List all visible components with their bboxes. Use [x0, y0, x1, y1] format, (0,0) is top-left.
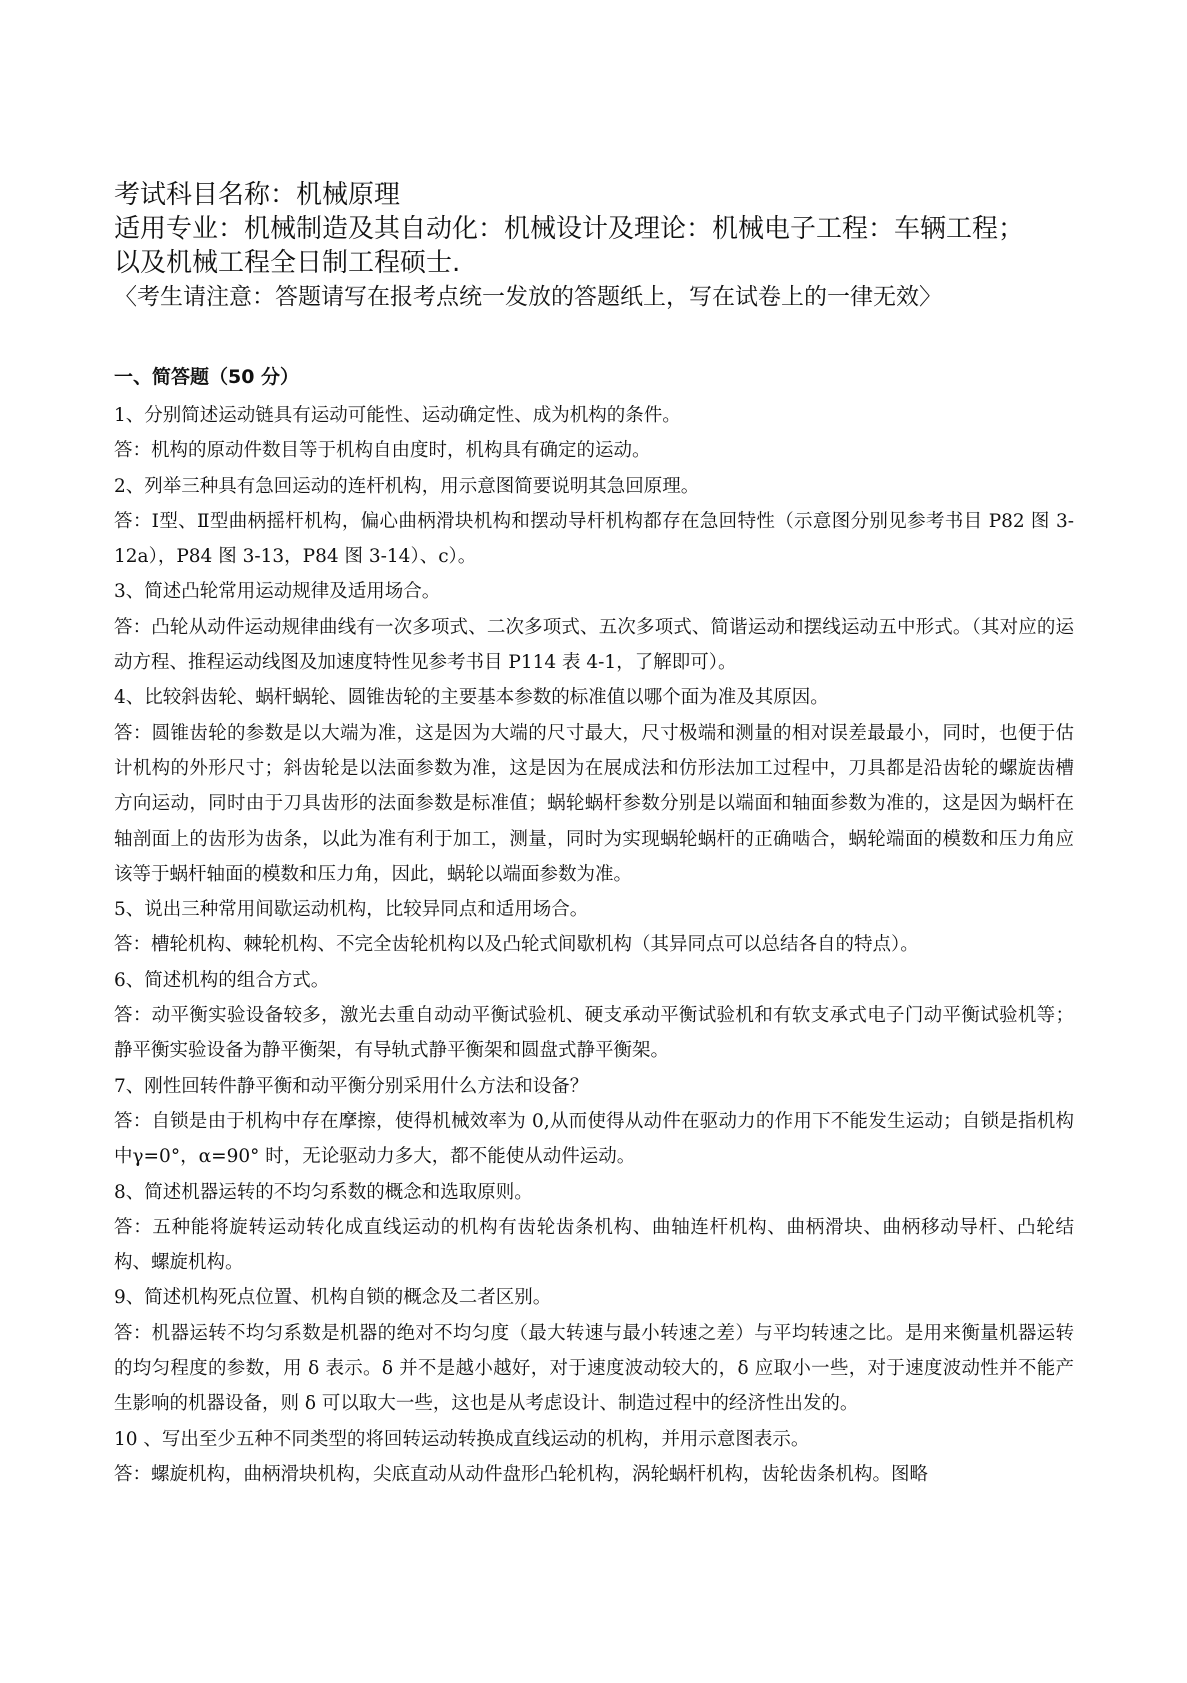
exam-majors-line-1: 适用专业：机械制造及其自动化：机械设计及理论：机械电子工程：车辆工程； [114, 214, 1025, 244]
answer-9: 答：机器运转不均匀系数是机器的绝对不均匀度（最大转速与最小转速之差）与平均转速之比。是用来衡量机器运转的均匀程度的参数，用 δ 表示。δ 并不是越小越好，对于速度波动较大的，δ 应取小一些，对于速度波动性并不能产生影响的机器设备，则 δ 可以取大一些，这也是从考虑设计、制造过程中的经济性出发的。 [114, 1322, 1074, 1415]
answer-8: 答：五种能将旋转运动转化成直线运动的机构有齿轮齿条机构、曲轴连杆机构、曲柄滑块、曲柄移动导杆、凸轮结构、螺旋机构。 [114, 1216, 1074, 1274]
answer-10: 答：螺旋机构，曲柄滑块机构，尖底直动从动件盘形凸轮机构，涡轮蜗杆机构，齿轮齿条机构。图略 [114, 1463, 929, 1485]
question-9: 9、简述机构死点位置、机构自锁的概念及二者区别。 [114, 1287, 552, 1309]
question-2: 2、列举三种具有急回运动的连杆机构，用示意图简要说明其急回原理。 [114, 475, 700, 497]
question-6: 6、简述机构的组合方式。 [114, 969, 330, 991]
answer-5: 答：槽轮机构、棘轮机构、不完全齿轮机构以及凸轮式间歇机构（其异同点可以总结各自的特点）。 [114, 934, 919, 956]
question-7: 7、刚性回转件静平衡和动平衡分别采用什么方法和设备？ [114, 1075, 589, 1097]
question-list [114, 398, 1074, 1492]
answer-1: 答：机构的原动件数目等于机构自由度时，机构具有确定的运动。 [114, 440, 651, 462]
answer-6: 答：动平衡实验设备较多，激光去重自动动平衡试验机、硬支承动平衡试验机和有软支承式电子门动平衡试验机等；静平衡实验设备为静平衡架，有导轨式静平衡架和圆盘式静平衡架。 [114, 1005, 1074, 1062]
answer-2: 答：Ⅰ型、Ⅱ型曲柄摇杆机构，偏心曲柄滑块机构和摆动导杆机构都存在急回特性（示意图分别见参考书目 P82 图 3-12a），P84 图 3-13，P84 图 3-14）、c）。 [114, 510, 1074, 568]
answer-7: 答：自锁是由于机构中存在摩擦，使得机械效率为 0,从而使得从动件在驱动力的作用下不能发生运动；自锁是指机构中γ=0°，α=90° 时，无论驱动力多大，都不能使从动件运动。 [114, 1110, 1074, 1168]
exam-majors-line-2: 以及机械工程全日制工程硕士. [114, 248, 461, 278]
question-4: 4、比较斜齿轮、蜗杆蜗轮、圆锥齿轮的主要基本参数的标准值以哪个面为准及其原因。 [114, 687, 829, 709]
question-5: 5、说出三种常用间歇运动机构，比较异同点和适用场合。 [114, 899, 589, 921]
exam-notice: 〈考生请注意：答题请写在报考点统一发放的答题纸上，写在试卷上的一律无效〉 [114, 284, 942, 310]
question-3: 3、简述凸轮常用运动规律及适用场合。 [114, 581, 441, 603]
answer-4: 答：圆锥齿轮的参数是以大端为准，这是因为大端的尺寸最大，尺寸极端和测量的相对误差最最小，同时，也便于估计机构的外形尺寸；斜齿轮是以法面参数为准，这是因为在展成法和仿形法加工过程中，刀具都是沿齿轮的螺旋齿槽方向运动，同时由于刀具齿形的法面参数是标准值；蜗轮蜗杆参数分别是以端面和轴面参数为准的，这是因为蜗杆在轴剖面上的齿形为齿条，以此为准有利于加工，测量，同时为实现蜗轮蜗杆的正确啮合，蜗轮端面的模数和压力角应该等于蜗杆轴面的模数和压力角，因此，蜗轮以端面参数为准。 [114, 722, 1074, 885]
answer-3: 答：凸轮从动件运动规律曲线有一次多项式、二次多项式、五次多项式、简谐运动和摆线运动五中形式。（其对应的运动方程、推程运动线图及加速度特性见参考书目 P114 表 4-1，了解即可）。 [114, 616, 1074, 674]
question-1: 1、分别简述运动链具有运动可能性、运动确定性、成为机构的条件。 [114, 405, 681, 426]
section-title: 一、简答题（50 分） [114, 366, 300, 388]
exam-subject: 考试科目名称：机械原理 [114, 180, 401, 210]
exam-page [114, 178, 1074, 1492]
question-8: 8、简述机器运转的不均匀系数的概念和选取原则。 [114, 1181, 533, 1203]
question-10: 10 、写出至少五种不同类型的将回转运动转换成直线运动的机构，并用示意图表示。 [114, 1428, 810, 1450]
